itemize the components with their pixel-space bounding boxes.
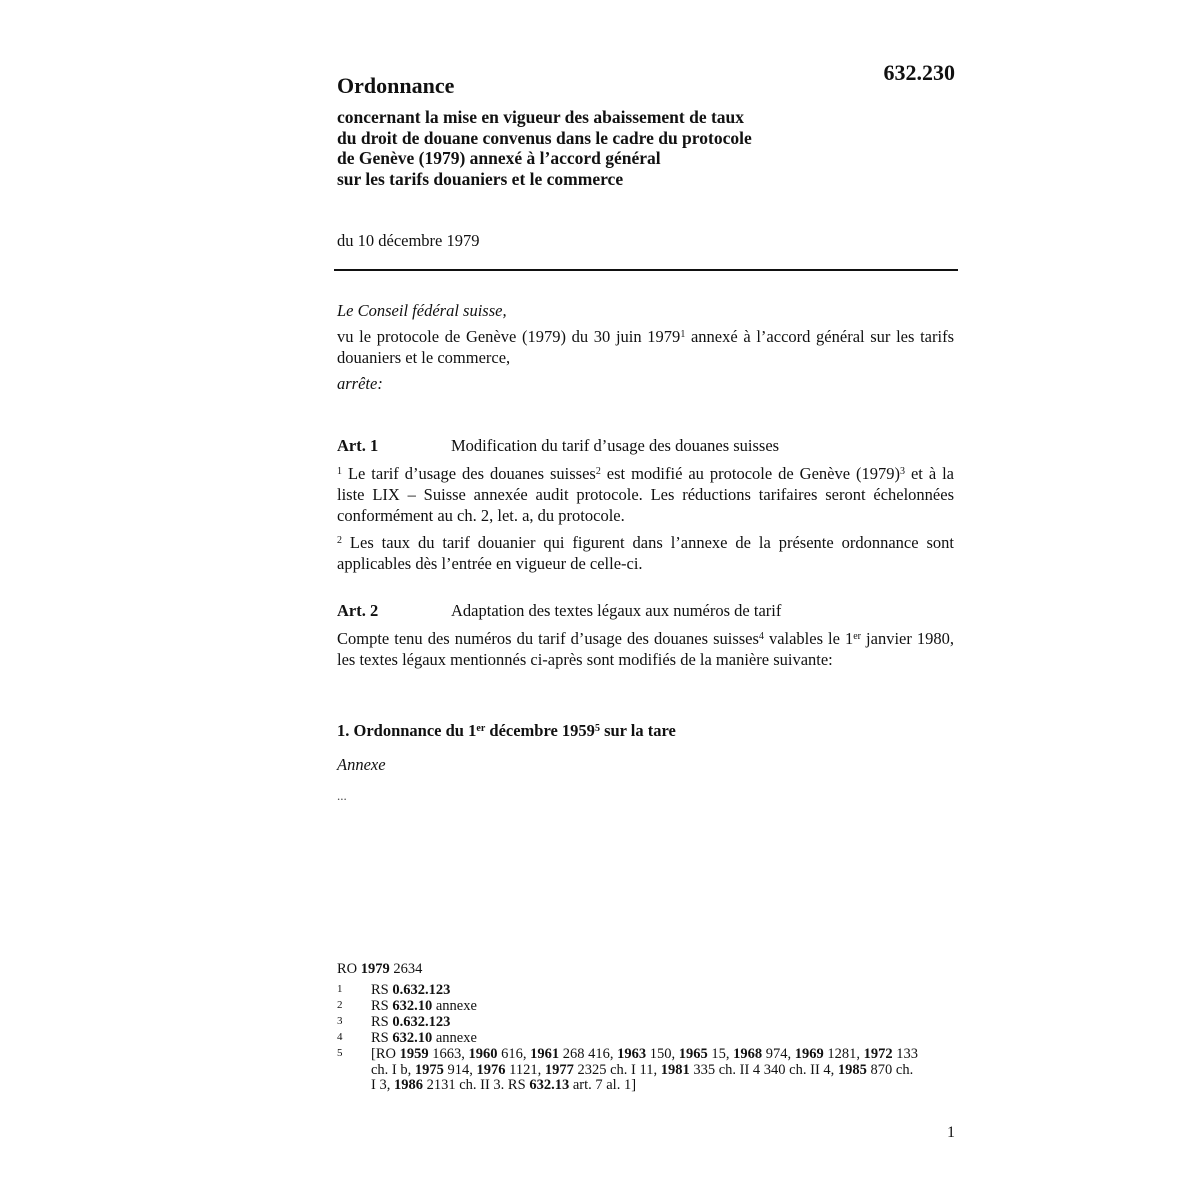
footnote-text: RS 632.10 annexe — [371, 998, 477, 1014]
footnote-item — [0, 1046, 1200, 1098]
footnote-text — [371, 1047, 921, 1094]
footnote-text: RS 632.10 annexe — [371, 1030, 477, 1046]
footnote-run: 616, — [497, 1046, 531, 1062]
footnote-year: 1981 — [660, 1061, 690, 1078]
footnote-run: 335 ch. II 4 340 ch. II 4, — [689, 1061, 838, 1078]
footnote-year: 1961 — [530, 1046, 560, 1062]
preamble-authority: Le Conseil fédéral suisse, — [337, 301, 507, 320]
header-divider — [334, 269, 958, 271]
article-2-paragraph: Compte tenu des numéros du tarif d’usage des douanes suisses$^4$ valables le 1er janvier 1980, les textes légaux mentionnés ci-après sont modifiés de la manière suivante: — [337, 629, 955, 669]
footnote-year: 1976 — [476, 1061, 506, 1078]
footnote-number: 3 — [337, 1015, 343, 1027]
article-1-paragraph-1: $^1$ Le tarif d’usage des douanes suisses$^2$ est modifié au protocole de Genève $(1979)^3$ et à la liste LIX – Suisse annexée audit protocole. Les réductions tarifaires seront échelonnées conformément au ch. 2, let. a, du protocole. — [337, 464, 955, 525]
document-subtitle — [337, 107, 897, 189]
footnote-year: 1965 — [678, 1046, 708, 1062]
footnote-year: 1968 — [733, 1046, 763, 1062]
footnote-run: 268 416, — [559, 1046, 618, 1062]
footnote-run: 1121, — [505, 1061, 545, 1078]
footnote-ref[interactable]: 1 — [680, 329, 686, 340]
footnote-item — [0, 1030, 1200, 1046]
footnote-item — [0, 1014, 1200, 1030]
footnote-year: 1975 — [414, 1061, 444, 1078]
article-2-label: Art. 2 — [337, 601, 379, 620]
footnote-year: 1959 — [399, 1046, 429, 1062]
subtitle-line: sur les tarifs douaniers et le commerce — [337, 168, 624, 189]
footnote-year: 1986 — [393, 1077, 423, 1093]
preamble-decrees: arrête: — [337, 374, 383, 393]
subtitle-line: de Genève (1979) annexé à l’accord général — [337, 148, 661, 168]
footnote-ref[interactable]: 2 — [595, 466, 601, 477]
document-type-title: Ordonnance — [337, 73, 455, 98]
ellipsis: ... — [337, 788, 347, 803]
subtitle-line: concernant la mise en vigueur des abaissement de taux — [337, 107, 745, 127]
sr-number: 632.230 — [883, 60, 955, 85]
article-1-paragraph-2: $^2$ Les taux du tarif douanier qui figurent dans l’annexe de la présente ordonnance sont applicables dès l’entrée en vigueur de celle-ci. — [337, 533, 954, 573]
footnote-ref[interactable]: 3 — [900, 466, 905, 477]
footnote-run: 870 ch. I 3, — [371, 1061, 914, 1093]
footnote-year: 1960 — [468, 1046, 498, 1062]
footnote-year: 1977 — [544, 1061, 574, 1078]
preamble-considering: vu le protocole de Genève (1979) du 30 juin 1979$^1$ annexé à l’accord général sur les tarifs douaniers et le commerce, — [337, 327, 954, 367]
footnote-item — [0, 982, 1200, 998]
footnote-ref[interactable]: 5 — [594, 723, 600, 734]
footnotes-list — [0, 982, 1200, 1102]
footnote-number: 5 — [337, 1047, 343, 1059]
footnote-text: RS 0.632.123 — [371, 982, 451, 998]
footnote-number: 4 — [337, 1031, 343, 1043]
footnote-run: 2325 ch. I 11, — [573, 1061, 661, 1078]
annex-label: Annexe — [337, 755, 386, 774]
article-1-title: Modification du tarif d’usage des douanes suisses — [451, 436, 780, 455]
footnote-year: 1963 — [617, 1046, 647, 1062]
footnote-run: art. 7 al. 1] — [569, 1077, 637, 1093]
article-2-title: Adaptation des textes légaux aux numéros de tarif — [451, 601, 782, 620]
article-1-label: Art. 1 — [337, 436, 379, 455]
footnote-run: [RO — [371, 1046, 400, 1062]
footnote-year: 1969 — [794, 1046, 824, 1062]
section-1-heading: 1. Ordonnance du 1er décembre 1959$^5$ sur la tare — [337, 721, 676, 740]
footnote-run: 1663, — [428, 1046, 469, 1062]
footnote-run: 914, — [443, 1061, 477, 1078]
footnote-item — [0, 998, 1200, 1014]
document-date: du 10 décembre 1979 — [337, 231, 480, 250]
subtitle-line: du droit de douane convenus dans le cadre du protocole — [337, 127, 752, 148]
ro-reference: RO 1979 2634 — [337, 961, 423, 977]
footnote-run: 2131 ch. II 3. RS — [422, 1077, 530, 1093]
footnote-ref[interactable]: 4 — [758, 631, 764, 642]
footnote-year: 1972 — [863, 1046, 893, 1062]
footnote-run: 133 ch. I b, — [371, 1046, 918, 1078]
footnote-run: 974, — [762, 1046, 795, 1062]
footnote-number: 1 — [337, 983, 343, 995]
footnote-run: 1281, — [823, 1046, 864, 1062]
footnote-year: 632.13 — [529, 1077, 570, 1093]
footnote-text: RS 0.632.123 — [371, 1014, 451, 1030]
footnote-number: 2 — [337, 999, 343, 1011]
footnote-run: 15, — [707, 1046, 734, 1062]
footnote-run: 150, — [646, 1046, 679, 1062]
footnote-year: 1985 — [837, 1061, 867, 1078]
page-number: 1 — [947, 1124, 955, 1141]
